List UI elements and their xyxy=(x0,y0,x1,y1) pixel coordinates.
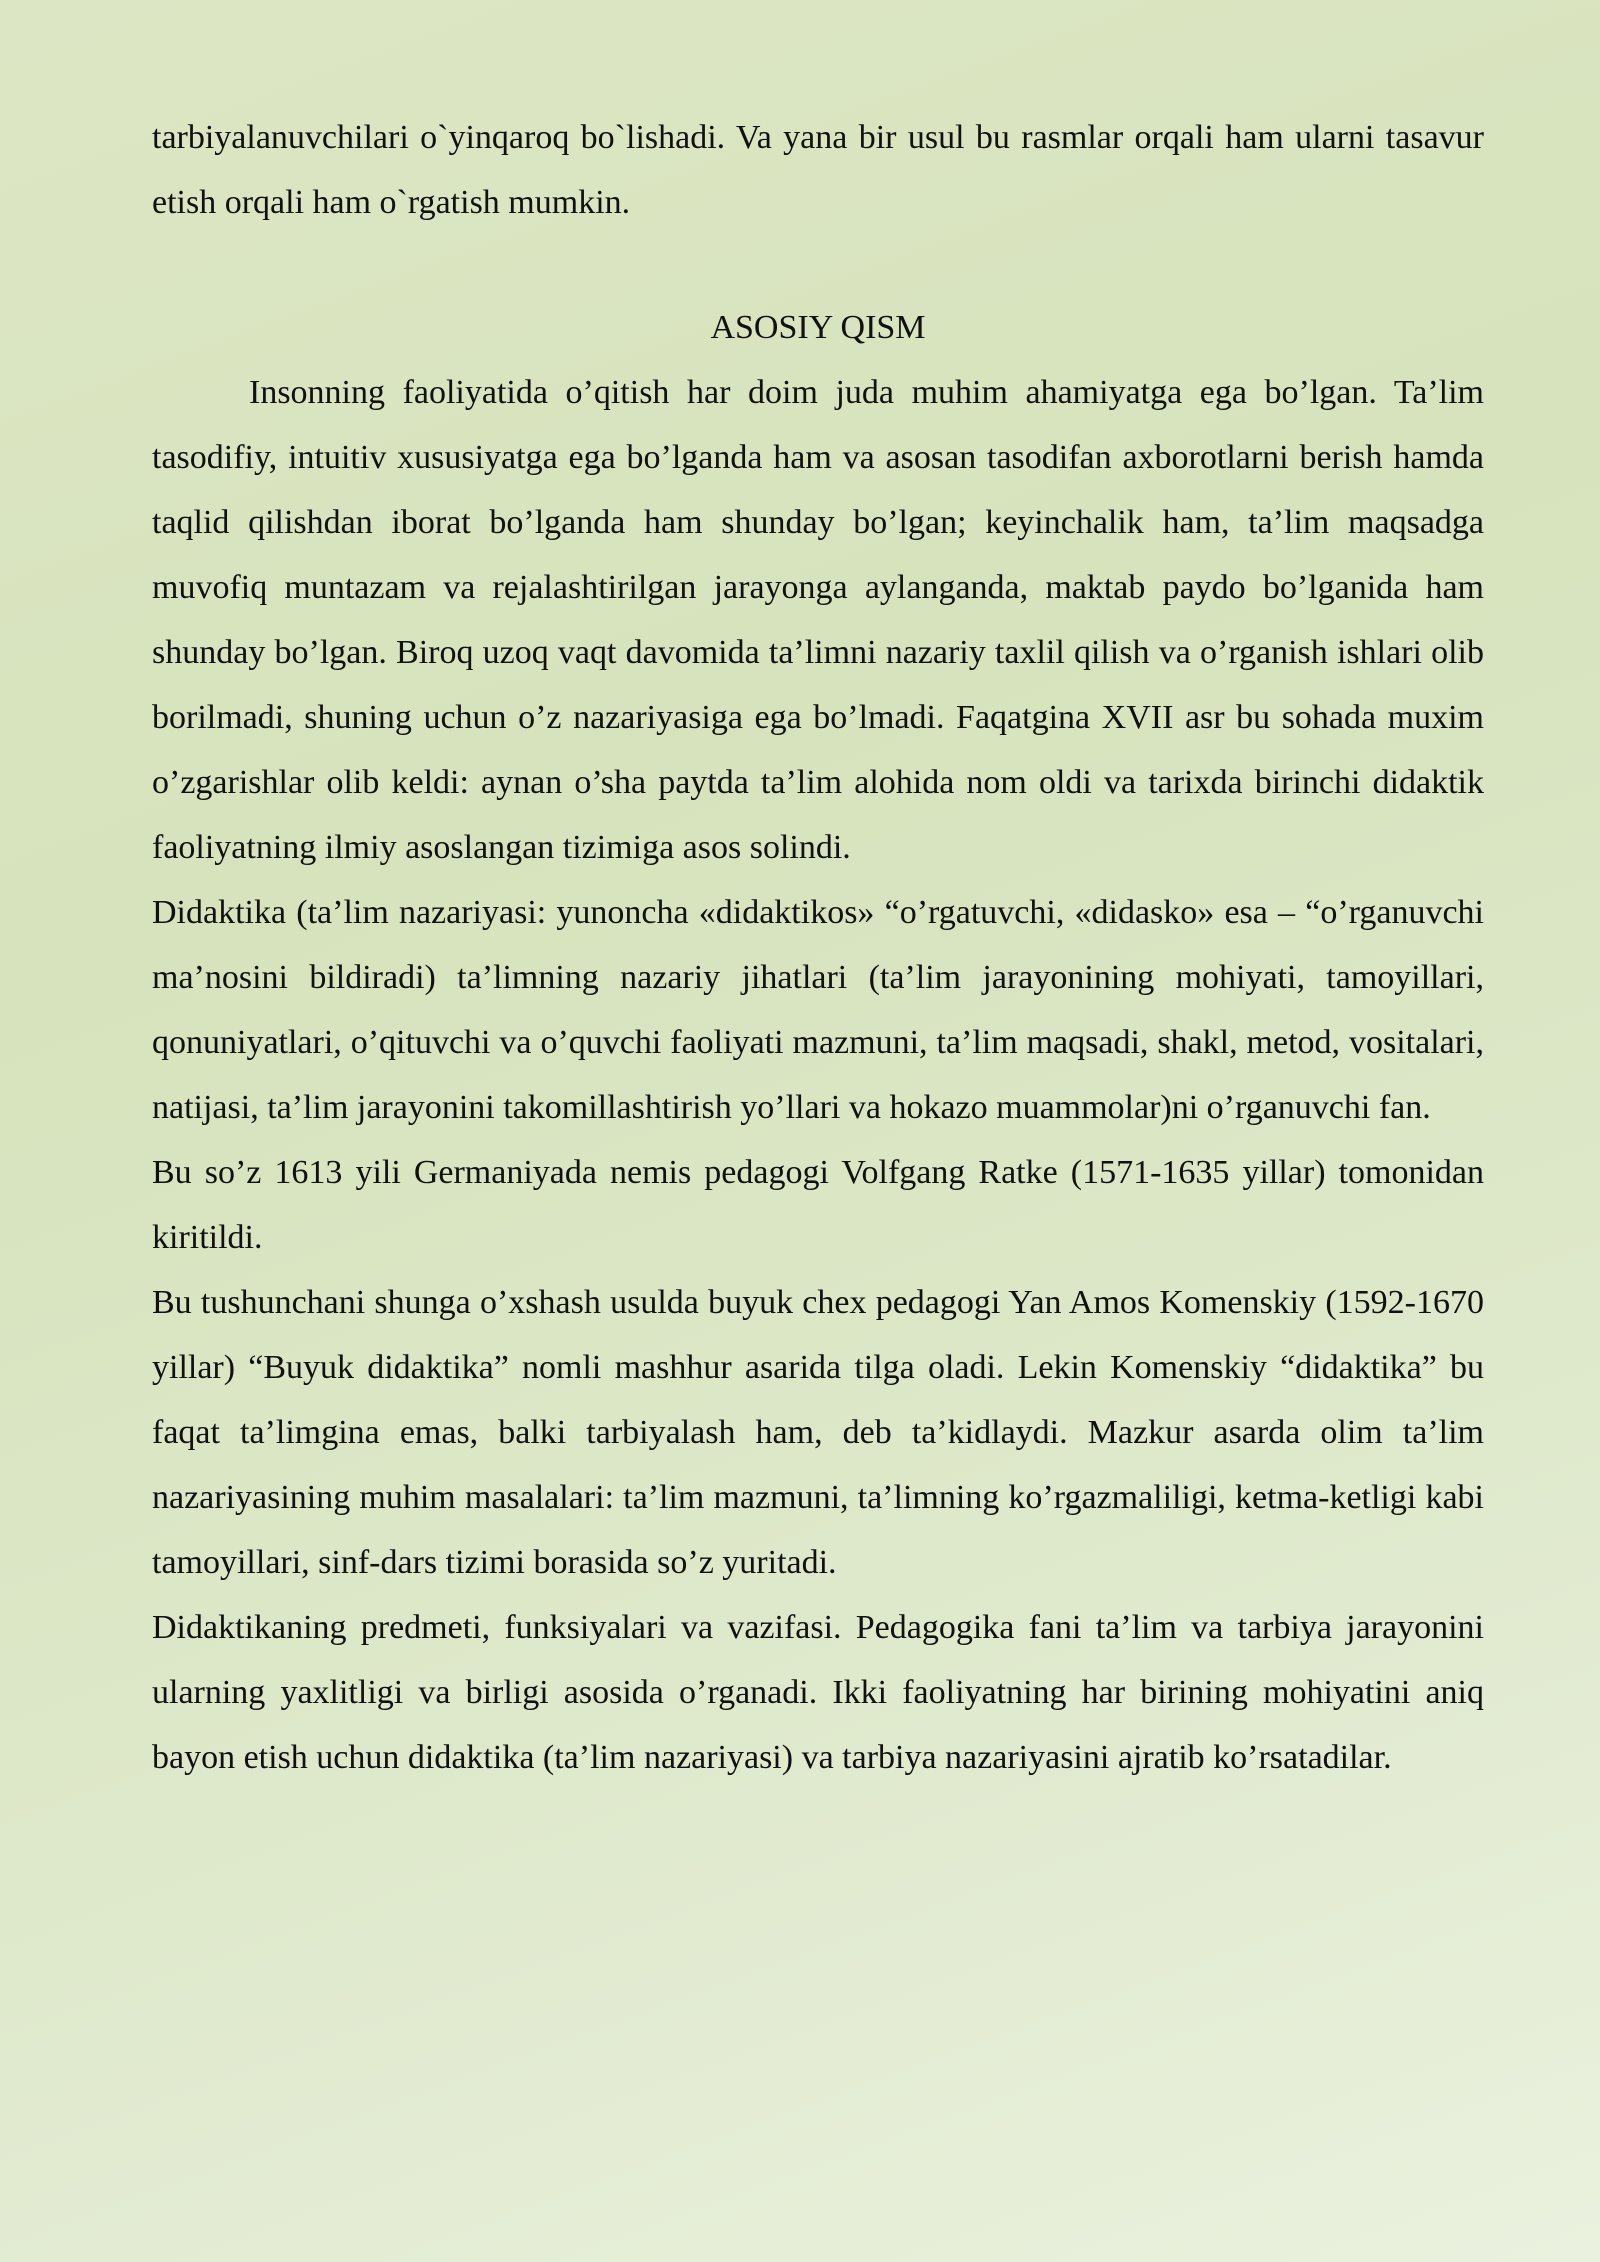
body-paragraph: Didaktikaning predmeti, funksiyalari va vazifasi. Pedagogika fani ta’lim va tarbiya jarayonini ularning yaxlitligi va birligi asosida o’rganadi. Ikki faoliyatning har birining mohiyatini aniq bayon etish uchun didaktika (ta’lim nazariyasi) va tarbiya nazariyasini ajratib ko’rsatadilar. xyxy=(152,1609,1484,1776)
intro-paragraph: tarbiyalanuvchilari o`yinqaroq bo`lishadi. Va yana bir usul bu rasmlar orqali ham ularni tasavur etish orqali ham o`rgatish mumkin. xyxy=(152,119,1484,221)
body-paragraph: Insonning faoliyatida o’qitish har doim juda muhim ahamiyatga ega bo’lgan. Ta’lim tasodifiy, intuitiv xususiyatga ega bo’lganda ham va asosan tasodifan axborotlarni berish hamda taqlid qilishdan iborat bo’lganda ham shunday bo’lgan; keyinchalik ham, ta’lim maqsadga muvofiq muntazam va rejalashtirilgan jarayonga aylanganda, maktab paydo bo’lganida ham shunday bo’lgan. Biroq uzoq vaqt davomida ta’limni nazariy taxlil qilish va o’rganish ishlari olib borilmadi, shuning uchun o’z nazariyasiga ega bo’lmadi. Faqatgina XVII asr bu sohada muxim o’zgarishlar olib keldi: aynan o’sha paytda ta’lim alohida nom oldi va tarixda birinchi didaktik faoliyatning ilmiy asoslangan tizimiga asos solindi. xyxy=(152,374,1484,866)
body-paragraph: Bu tushunchani shunga o’xshash usulda buyuk chex pedagogi Yan Amos Komenskiy (1592-1670 yillar) “Buyuk didaktika” nomli mashhur asarida tilga oladi. Lekin Komenskiy “didaktika” bu faqat ta’limgina emas, balki tarbiyalash ham, deb ta’kidlaydi. Mazkur asarda olim ta’lim nazariyasining muhim masalalari: ta’lim mazmuni, ta’limning ko’rgazmaliligi, ketma-ketligi kabi tamoyillari, sinf-dars tizimi borasida so’z yuritadi. xyxy=(152,1284,1484,1581)
document-page xyxy=(152,105,1484,1790)
body-paragraph: Bu so’z 1613 yili Germaniyada nemis pedagogi Volfgang Ratke (1571-1635 yillar) tomonidan kiritildi. xyxy=(152,1154,1484,1256)
section-heading: ASOSIY QISM xyxy=(710,309,926,346)
body-paragraph: Didaktika (ta’lim nazariyasi: yunoncha «didaktikos» “o’rgatuvchi, «didasko» esa – “o’rganuvchi ma’nosini bildiradi) ta’limning nazariy jihatlari (ta’lim jarayonining mohiyati, tamoyillari, qonuniyatlari, o’qituvchi va o’quvchi faoliyati mazmuni, ta’lim maqsadi, shakl, metod, vositalari, natijasi, ta’lim jarayonini takomillashtirish yo’llari va hokazo muammolar)ni o’rganuvchi fan. xyxy=(152,894,1484,1126)
